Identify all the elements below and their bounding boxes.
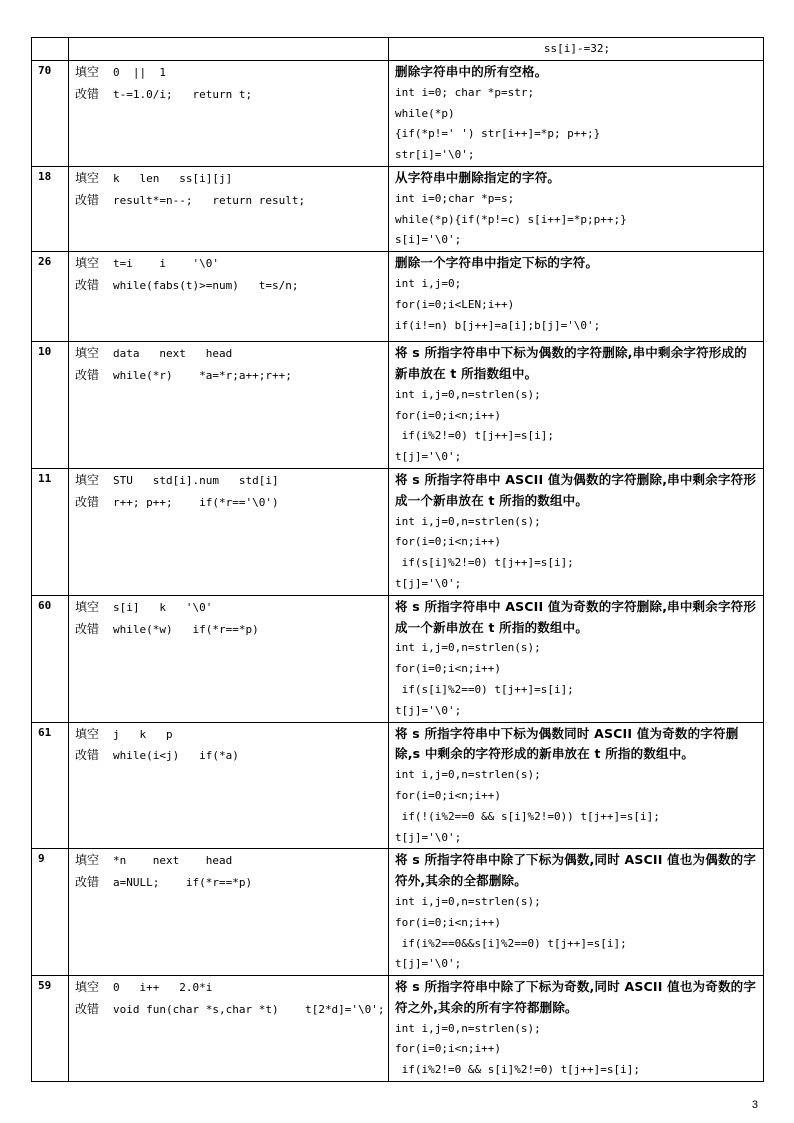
table-row [32,849,764,976]
code-line: for(i=0;i<LEN;i++) [395,297,515,311]
fill-answer-line [75,253,388,275]
question-number: 61 [32,722,69,849]
answer-table [31,37,764,1082]
program-title: 将 s 所指字符串中除了下标为偶数,同时 ASCII 值也为偶数的字符外,其余的全都删除。 [395,852,757,889]
fix-answer: result*=n--; return result; [113,193,306,207]
code-line: for(i=0;i<n;i++) [395,408,501,422]
table-row [32,722,764,849]
fix-answer: while(*w) if(*r==*p) [113,622,259,636]
header-num-cell [32,38,69,61]
code-line: int i,j=0; [395,276,462,290]
question-number: 9 [32,849,69,976]
fill-answer-line [75,168,388,190]
fix-answer-line [75,190,388,212]
code-line: if(s[i]%2!=0) t[j++]=s[i]; [395,556,574,570]
program-title: 将 s 所指字符串中 ASCII 值为偶数的字符删除,串中剩余字符形成一个新串放在 t 所指的数组中。 [395,471,757,508]
program-cell [389,167,764,252]
fix-label: 改错 [75,277,100,292]
code-line: int i,j=0,n=strlen(s); [395,514,541,528]
fix-label: 改错 [75,748,100,763]
code-line: if(i%2==0&&s[i]%2==0) t[j++]=s[i]; [395,936,627,950]
fill-answer-line [75,977,388,999]
code-line: s[i]='\0'; [395,233,462,247]
answer-cell [69,595,389,722]
code-line: int i,j=0,n=strlen(s); [395,768,541,782]
code-line: if(i%2!=0 && s[i]%2!=0) t[j++]=s[i]; [395,1063,641,1077]
fill-answer-line [75,724,388,746]
answer-cell [69,61,389,167]
program-title: 从字符串中删除指定的字符。 [395,170,561,185]
fix-answer: while(*r) *a=*r;a++;r++; [113,368,292,382]
fix-answer: void fun(char *s,char *t) t[2*d]='\0'; [113,1002,385,1016]
table-row [32,61,764,167]
fix-answer: while(fabs(t)>=num) t=s/n; [113,278,299,292]
question-number: 11 [32,468,69,595]
answer-cell [69,849,389,976]
fix-answer-line [75,999,388,1021]
code-line: while(*p){if(*p!=c) s[i++]=*p;p++;} [395,212,627,226]
program-title: 将 s 所指字符串中下标为偶数同时 ASCII 值为奇数的字符删除,s 中剩余的字符形成的新串放在 t 所指的数组中。 [395,725,739,762]
question-number: 10 [32,342,69,469]
code-line: int i=0;char *p=s; [395,191,515,205]
code-line: for(i=0;i<n;i++) [395,662,501,676]
table-row [32,595,764,722]
table-row [32,38,764,61]
code-line: for(i=0;i<n;i++) [395,788,501,802]
fill-label: 填空 [75,599,100,614]
fix-answer: while(i<j) if(*a) [113,749,239,763]
table-row [32,976,764,1082]
table-row [32,468,764,595]
fix-answer-line [75,492,388,514]
code-line: t[j]='\0'; [395,830,462,844]
code-line: for(i=0;i<n;i++) [395,915,501,929]
program-cell [389,976,764,1082]
question-number: 18 [32,167,69,252]
code-line: if(s[i]%2==0) t[j++]=s[i]; [395,682,574,696]
fill-answer: s[i] k '\0' [113,600,213,614]
program-title: 删除字符串中的所有空格。 [395,64,548,79]
code-line: int i=0; char *p=str; [395,85,535,99]
answer-cell [69,976,389,1082]
fix-label: 改错 [75,86,100,101]
fill-answer: t=i i '\0' [113,257,219,271]
page-number: 3 [751,1099,758,1111]
fix-answer-line [75,275,388,297]
program-cell [389,468,764,595]
fill-answer-line [75,470,388,492]
answer-cell [69,342,389,469]
fix-label: 改错 [75,621,100,636]
fill-answer: data next head [113,347,233,361]
table-row [32,252,764,342]
question-number: 59 [32,976,69,1082]
fix-answer-line [75,619,388,641]
fix-answer: t-=1.0/i; return t; [113,87,253,101]
answer-cell [69,722,389,849]
fix-label: 改错 [75,875,100,890]
question-number: 70 [32,61,69,167]
fill-label: 填空 [75,256,100,271]
fix-label: 改错 [75,367,100,382]
program-title: 删除一个字符串中指定下标的字符。 [395,255,599,271]
fill-answer: *n next head [113,854,233,868]
fix-answer: r++; p++; if(*r=='\0') [113,495,279,509]
table-row [32,167,764,252]
fill-answer-line [75,850,388,872]
fill-label: 填空 [75,853,100,868]
code-line: t[j]='\0'; [395,957,462,971]
code-line: if(i!=n) b[j++]=a[i];b[j]='\0'; [395,318,601,332]
code-line: int i,j=0,n=strlen(s); [395,387,541,401]
fill-answer: 0 i++ 2.0*i [113,981,213,995]
fix-label: 改错 [75,192,100,207]
fill-label: 填空 [75,726,100,741]
answer-cell [69,252,389,342]
code-line: t[j]='\0'; [395,450,462,464]
program-cell [389,849,764,976]
fill-answer-line [75,343,388,365]
code-line: int i,j=0,n=strlen(s); [395,1021,541,1035]
code-line: int i,j=0,n=strlen(s); [395,641,541,655]
code-line: if(!(i%2==0 && s[i]%2!=0)) t[j++]=s[i]; [395,809,660,823]
fill-answer: STU std[i].num std[i] [113,473,279,487]
code-line: while(*p) [395,106,455,120]
table-row [32,342,764,469]
code-line: for(i=0;i<n;i++) [395,535,501,549]
code-line: for(i=0;i<n;i++) [395,1042,501,1056]
header-desc-cell: ss[i]-=32; [389,38,764,61]
fill-label: 填空 [75,65,100,79]
program-cell [389,595,764,722]
program-cell [389,252,764,342]
fill-answer: k len ss[i][j] [113,172,233,185]
code-line: t[j]='\0'; [395,703,462,717]
fix-answer-line [75,745,388,767]
program-cell [389,722,764,849]
program-cell [389,342,764,469]
question-number: 60 [32,595,69,722]
question-number: 26 [32,252,69,342]
fix-label: 改错 [75,1001,100,1016]
answer-cell [69,468,389,595]
program-title: 将 s 所指字符串中下标为偶数的字符删除,串中剩余字符形成的新串放在 t 所指数组中。 [395,345,747,381]
fix-answer-line [75,84,388,106]
fill-answer: 0 || 1 [113,66,166,79]
program-title: 将 s 所指字符串中 ASCII 值为奇数的字符删除,串中剩余字符形成一个新串放在 t 所指的数组中。 [395,598,757,635]
fill-answer-line [75,62,388,84]
fix-answer: a=NULL; if(*r==*p) [113,876,253,890]
fill-label: 填空 [75,171,100,185]
code-line: int i,j=0,n=strlen(s); [395,894,541,908]
fill-label: 填空 [75,346,100,361]
header-answer-cell [69,38,389,61]
answer-cell [69,167,389,252]
fix-answer-line [75,365,388,387]
code-line: t[j]='\0'; [395,576,462,590]
fill-answer: j k p [113,727,173,741]
fix-answer-line [75,872,388,894]
code-line: {if(*p!=' ') str[i++]=*p; p++;} [395,127,601,141]
program-title: 将 s 所指字符串中除了下标为奇数,同时 ASCII 值也为奇数的字符之外,其余的所有字符都删除。 [395,979,757,1015]
fill-label: 填空 [75,472,100,487]
fill-label: 填空 [75,980,100,995]
fill-answer-line [75,597,388,619]
program-cell [389,61,764,167]
code-line: str[i]='\0'; [395,148,475,162]
fix-label: 改错 [75,494,100,509]
code-line: if(i%2!=0) t[j++]=s[i]; [395,429,554,443]
